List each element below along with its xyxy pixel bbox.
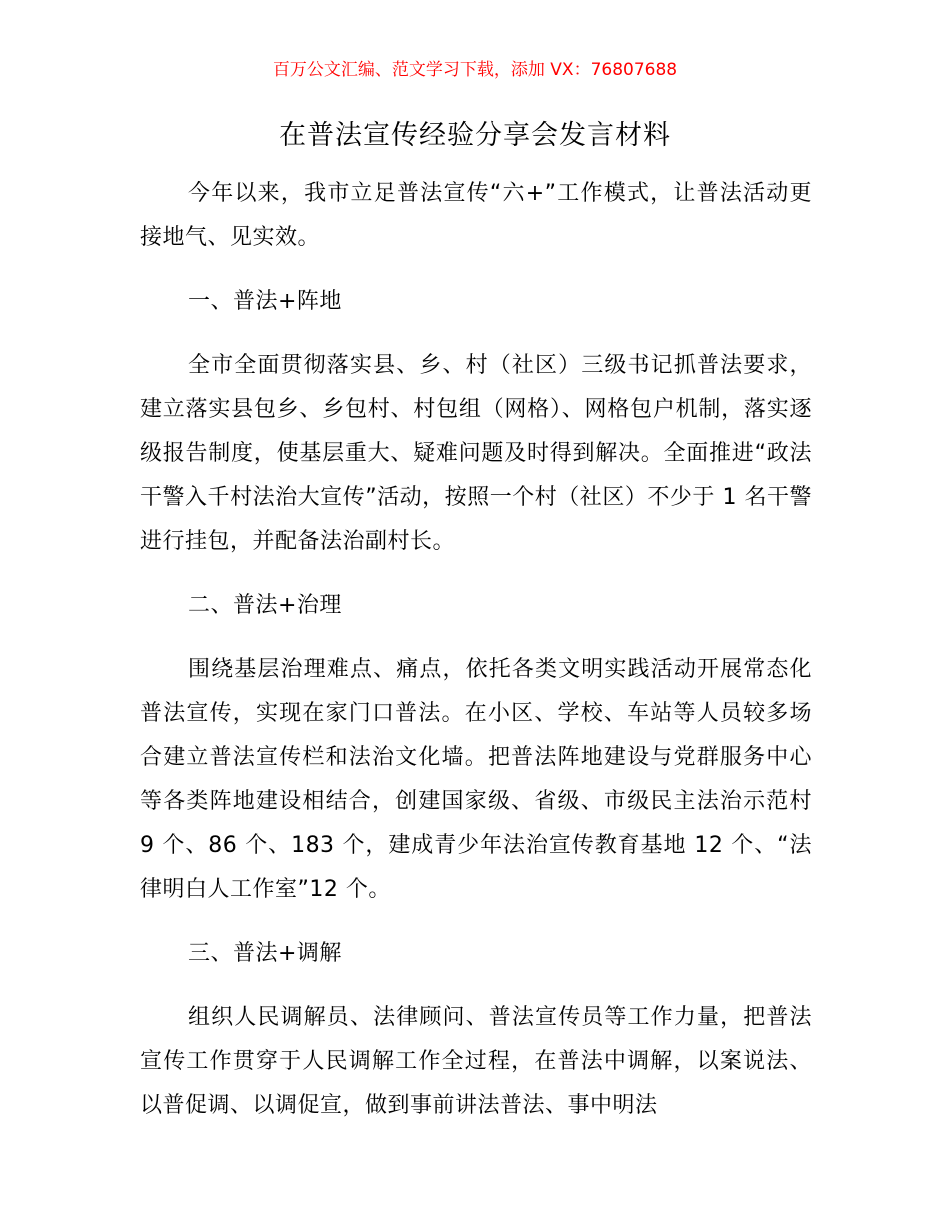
- section-heading-3: 三、普法+调解: [188, 941, 342, 966]
- document-title: 在普法宣传经验分享会发言材料: [279, 120, 671, 151]
- section-heading-2: 二、普法+治理: [188, 593, 342, 618]
- section-heading-1: 一、普法+阵地: [188, 289, 342, 314]
- promo-banner: 百万公文汇编、范文学习下载，添加 VX：76807688: [272, 60, 678, 80]
- document-body: [140, 172, 812, 1148]
- intro-paragraph: 今年以来，我市立足普法宣传“六+”工作模式，让普法活动更接地气、见实效。: [140, 181, 812, 250]
- section-paragraph-2: 围绕基层治理难点、痛点，依托各类文明实践活动开展常态化普法宣传，实现在家门口普法。在小区、学校、车站等人员较多场合建立普法宣传栏和法治文化墙。把普法阵地建设与党群服务中心等各类阵地建设相结合，创建国家级、省级、市级民主法治示范村 9 个、86 个、183 个，建成青少年法治宣传教育基地 12 个、“法律明白人工作室”12 个。: [140, 657, 812, 902]
- section-paragraph-3: 组织人民调解员、法律顾问、普法宣传员等工作力量，把普法宣传工作贯穿于人民调解工作全过程，在普法中调解，以案说法、以普促调、以调促宣，做到事前讲法普法、事中明法: [140, 1005, 812, 1118]
- section-paragraph-1: 全市全面贯彻落实县、乡、村（社区）三级书记抓普法要求，建立落实县包乡、乡包村、村包组（网格）、网格包户机制，落实逐级报告制度，使基层重大、疑难问题及时得到解决。全面推进“政法干警入千村法治大宣传”活动，按照一个村（社区）不少于 1 名干警进行挂包，并配备法治副村长。: [140, 353, 812, 554]
